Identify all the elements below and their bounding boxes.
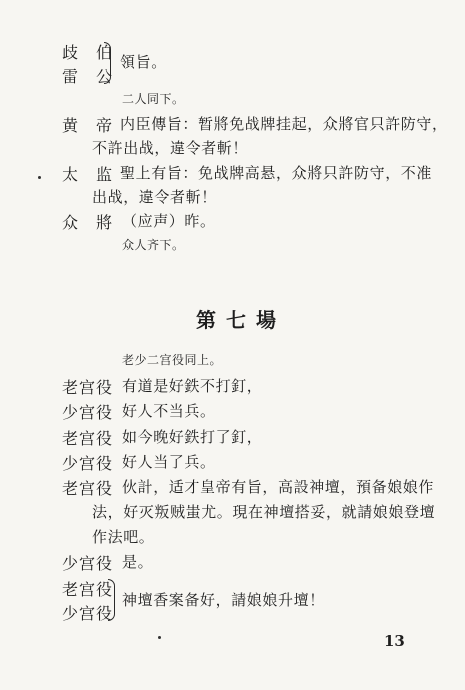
dialogue-line: 聖上有旨：免战牌高悬，众將只許防守，不准 [120,164,433,182]
speaker: 老宫役 [62,580,114,599]
scan-speck [158,636,161,639]
speaker-leigong: 雷 公 [62,67,114,86]
dialogue-line: 好人不当兵。 [122,402,216,420]
dialogue-line: 神壇香案备好，請娘娘升壇！ [122,591,325,609]
speaker: 少宫役 [62,403,114,422]
scene-title: 第七場 [196,308,286,332]
dialogue-line: 出战，違令者斬！ [92,188,217,206]
speaker-qibo: 歧 伯 [62,43,114,62]
stage-direction: 二人同下。 [122,92,185,106]
dialogue-line: 好人当了兵。 [122,453,216,471]
speaker: 老宫役 [62,378,114,397]
speaker: 老宫役 [62,479,114,498]
page-number: 13 [384,632,405,650]
dialogue-line: 法，好灭叛贼蚩尤。現在神壇搭妥，就請娘娘登壇 [92,503,436,521]
dialogue-line: 不許出战，違令者斬！ [92,139,249,157]
speaker: 少宫役 [62,454,114,473]
dialogue-line: 作法吧。 [92,528,155,546]
dialogue-line: 是。 [122,553,154,571]
stage-direction: 众人齐下。 [122,238,185,252]
speaker-zhongjiang: 众 將 [62,213,114,232]
dialogue-line: 領旨。 [120,53,167,71]
speaker: 老宫役 [62,429,114,448]
speaker-huangdi: 黄 帝 [62,116,114,135]
dialogue-line: 如今晚好鉄打了釘， [122,428,263,446]
stage-direction: 老少二宫役同上。 [122,353,223,367]
speaker: 少宫役 [62,604,114,623]
speaker-brace [104,42,111,84]
dialogue-line: 有道是好鉄不打釘， [122,377,263,395]
dialogue-line: （应声）昨。 [122,212,216,230]
speaker: 少宫役 [62,554,114,573]
scan-speck [38,176,41,179]
speaker-taijian: 太 监 [62,165,114,184]
speaker-brace [108,579,115,621]
dialogue-line: 内臣傳旨：暂將免战牌挂起，众將官只許防守， [120,115,448,133]
dialogue-line: 伙計，适才皇帝有旨，高設神壇，預备娘娘作 [122,478,435,496]
